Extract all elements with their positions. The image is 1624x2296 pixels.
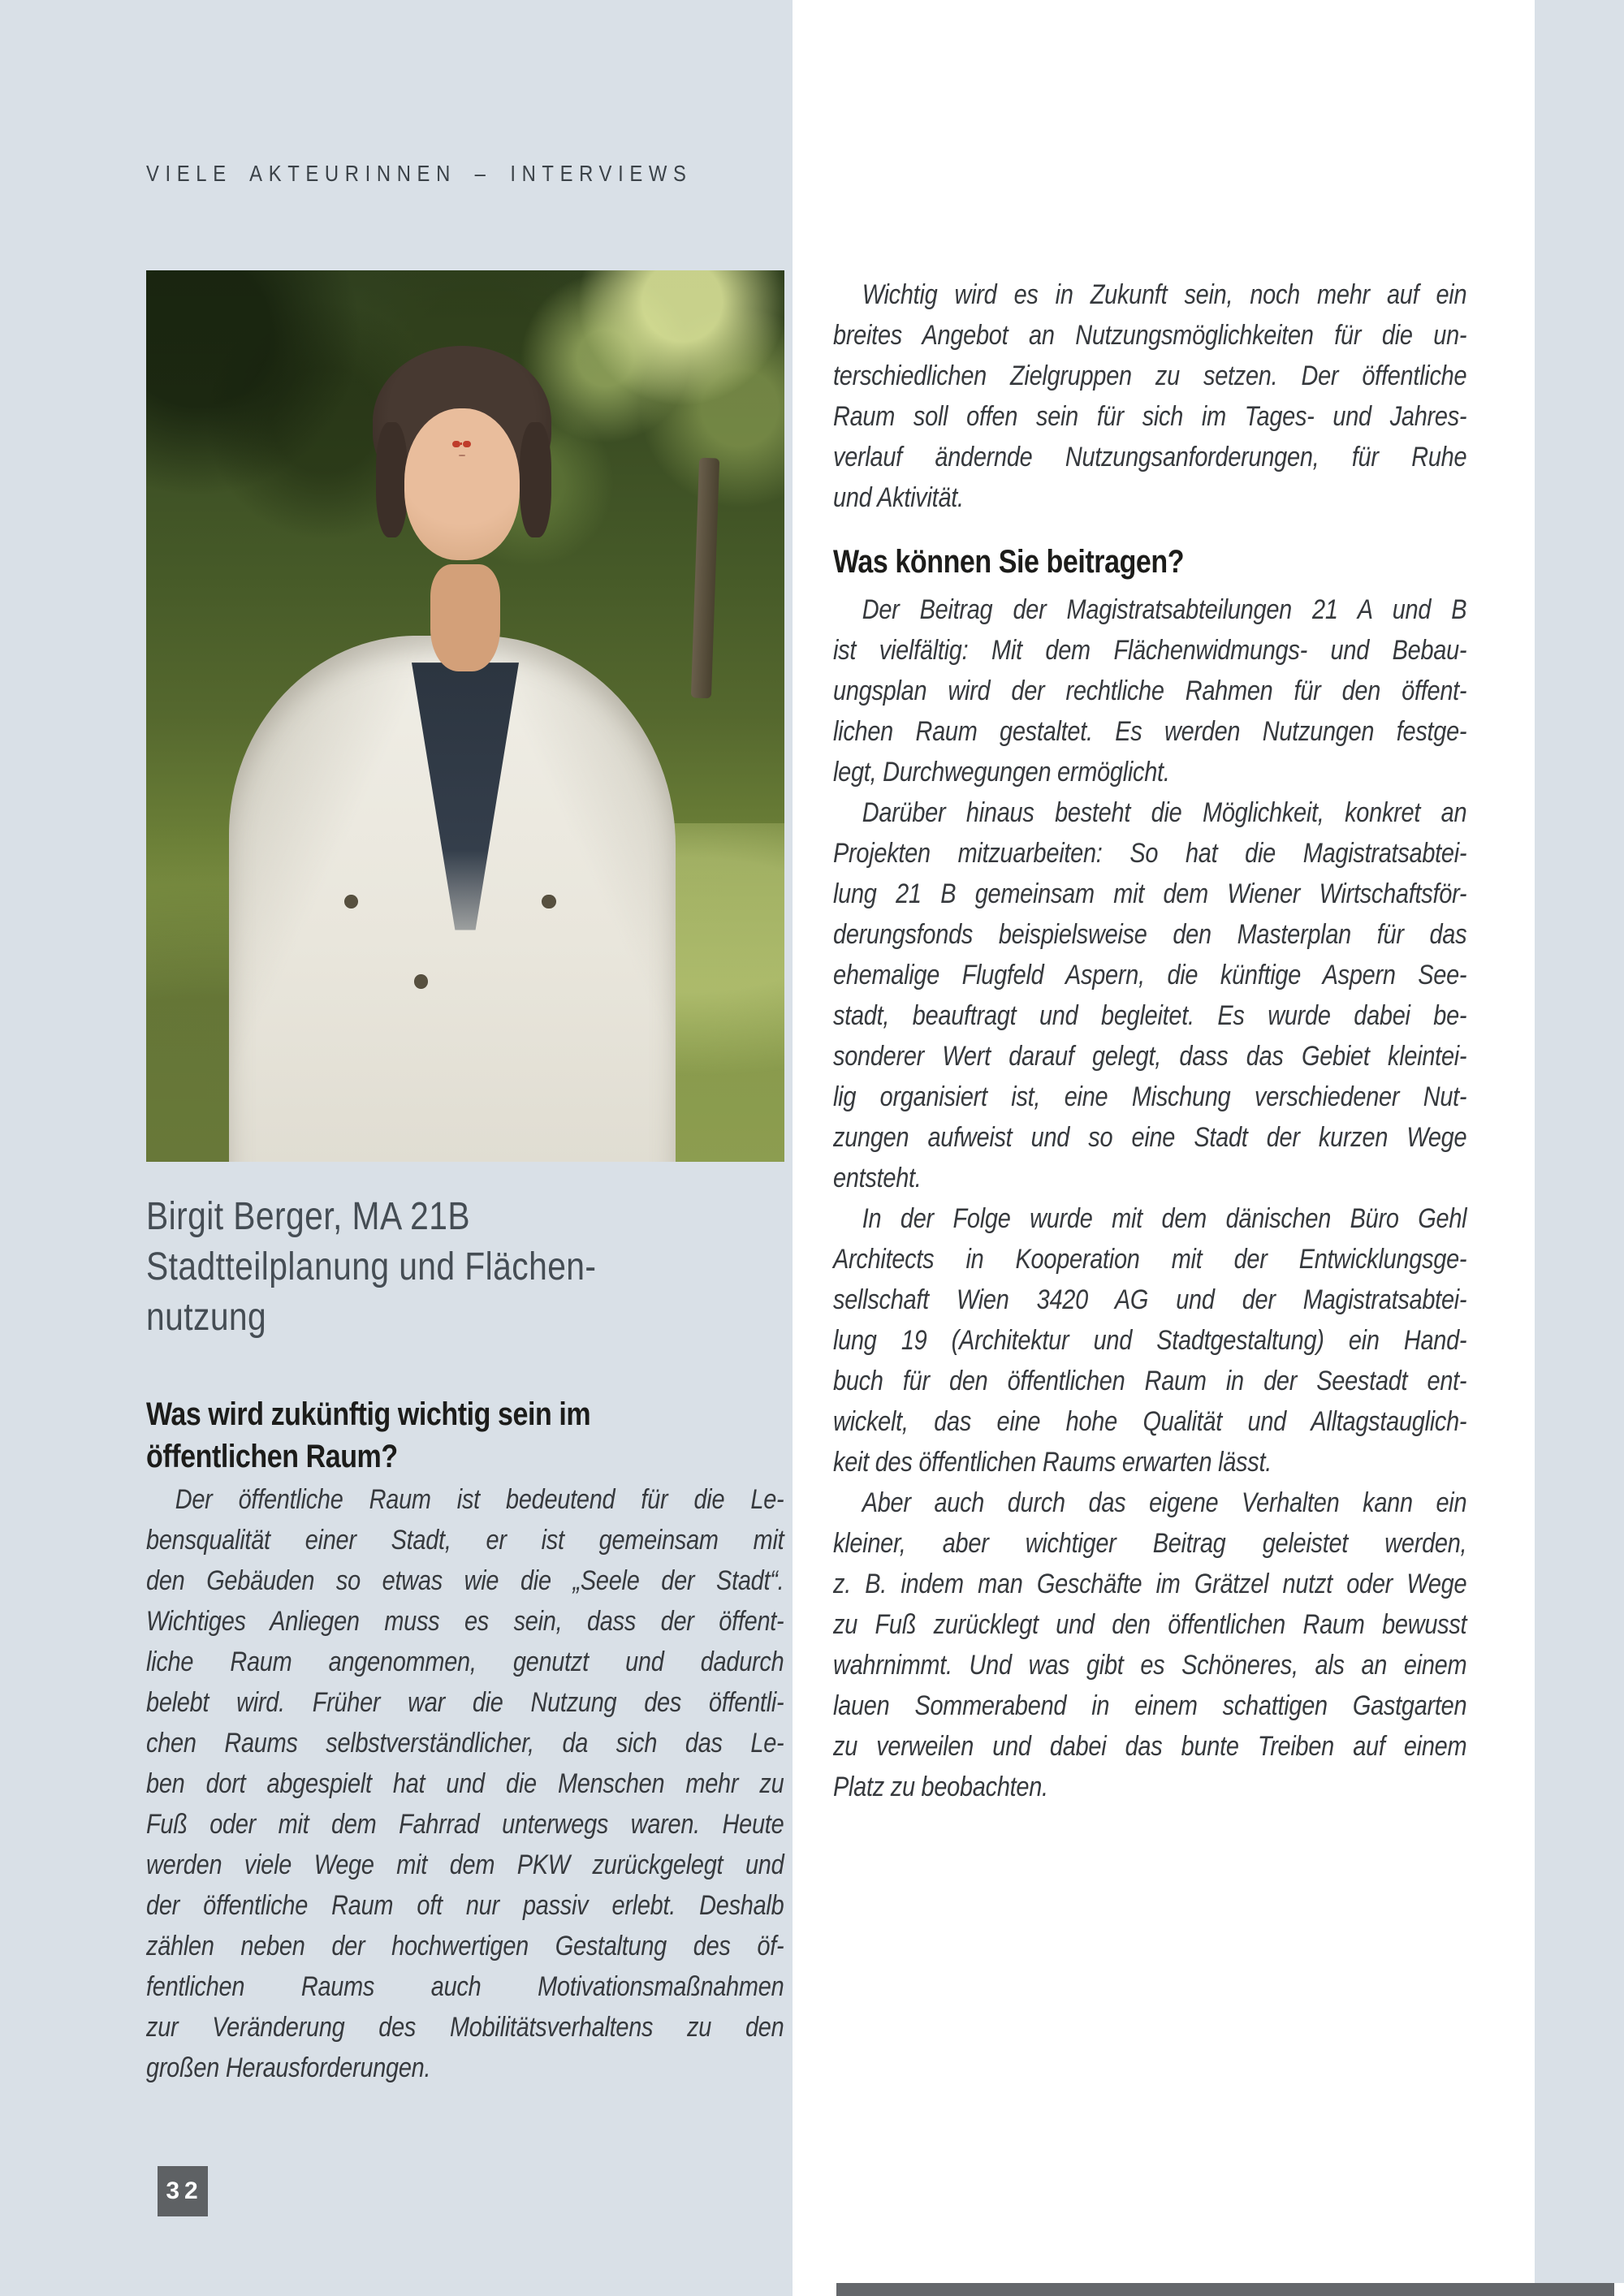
person-hair-left — [376, 422, 408, 538]
text-line: entsteht. — [833, 1163, 922, 1193]
answer-paragraph-4 — [833, 792, 1466, 1198]
text-line: lung 19 (Architektur und Stadtgestaltung) ein Hand- — [833, 1325, 1467, 1356]
text-line: ben dort abgespielt hat und die Menschen mehr zu — [146, 1768, 784, 1799]
answer-paragraph-2 — [833, 274, 1466, 518]
jacket-button — [542, 895, 555, 909]
text-line: fentlichen Raums auch Motivationsmaßnahmen — [146, 1971, 784, 2002]
text-line: zungen aufweist und so eine Stadt der kurzen Wege — [833, 1122, 1467, 1153]
text-line: Wichtig wird es in Zukunft sein, noch mehr auf ein — [862, 279, 1467, 310]
person-neck — [430, 564, 500, 671]
text-line: wahrnimmt. Und was gibt es Schöneres, als an einem — [833, 1650, 1467, 1681]
answer-paragraph-5 — [833, 1198, 1466, 1482]
person-hair-right — [520, 422, 551, 538]
text-line: Projekten mitzuarbeiten: So hat die Magistratsabtei- — [833, 838, 1467, 869]
right-column — [833, 274, 1466, 1807]
text-line: Der Beitrag der Magistratsabteilungen 21 A und B — [862, 594, 1467, 625]
text-line: sonderer Wert darauf gelegt, dass das Gebiet kleintei- — [833, 1041, 1467, 1072]
text-line: den Gebäuden so etwas wie die „Seele der Stadt“. — [146, 1565, 784, 1596]
text-line: nutzung — [146, 1296, 267, 1339]
jacket-button — [344, 895, 358, 909]
answer-paragraph-6 — [833, 1482, 1466, 1807]
glasses-lens-left — [452, 441, 460, 447]
text-line: zur Veränderung des Mobilitätsverhaltens zu den — [146, 2012, 784, 2043]
text-line: bensqualität einer Stadt, er ist gemeinsam mit — [146, 1525, 784, 1556]
text-line: Birgit Berger, MA 21B — [146, 1195, 470, 1238]
text-line: legt, Durchwegungen ermöglicht. — [833, 757, 1170, 788]
text-line: buch für den öffentlichen Raum in der Seestadt ent- — [833, 1366, 1467, 1396]
red-glasses — [452, 441, 471, 445]
text-line: großen Herausforderungen. — [146, 2052, 431, 2083]
page-number-badge: 32 — [158, 2166, 208, 2216]
text-line: terschiedlichen Zielgruppen zu setzen. Der öffentliche — [833, 360, 1467, 391]
text-line: lig organisiert ist, eine Mischung verschiedener Nut- — [833, 1081, 1467, 1112]
text-line: sellschaft Wien 3420 AG und der Magistratsabtei- — [833, 1284, 1467, 1315]
text-line: lung 21 B gemeinsam mit dem Wiener Wirtschaftsför- — [833, 878, 1467, 909]
right-background-band — [1535, 0, 1624, 2283]
text-line: lichen Raum gestaltet. Es werden Nutzungen festge- — [833, 716, 1467, 747]
answer-paragraph-1 — [146, 1479, 784, 2088]
text-line: wickelt, das eine hohe Qualität und Alltagstauglich- — [833, 1406, 1467, 1437]
portrait-photo — [146, 270, 784, 1162]
text-line: belebt wird. Früher war die Nutzung des öffentli- — [146, 1687, 784, 1718]
text-line: lauen Sommerabend in einem schattigen Gastgarten — [833, 1690, 1467, 1721]
text-line: öffentlichen Raum? — [146, 1439, 398, 1474]
running-header: VIELE AKTEURINNEN – INTERVIEWS — [146, 161, 693, 186]
text-line: In der Folge wurde mit dem dänischen Büro Gehl — [862, 1203, 1467, 1234]
text-line: ungsplan wird der rechtliche Rahmen für den öffent- — [833, 675, 1467, 706]
text-line: Darüber hinaus besteht die Möglichkeit, konkret an — [862, 797, 1467, 828]
text-line: chen Raums selbstverständlicher, da sich das Le- — [146, 1728, 784, 1759]
text-line: keit des öffentlichen Raums erwarten lässt. — [833, 1447, 1272, 1478]
text-line: ehemalige Flugfeld Aspern, die künftige Aspern See- — [833, 960, 1467, 990]
photo-caption — [146, 1192, 784, 1343]
text-line: Was wird zukünftig wichtig sein im — [146, 1396, 591, 1432]
text-line: Wichtiges Anliegen muss es sein, dass der öffent- — [146, 1606, 784, 1637]
text-line: Aber auch durch das eigene Verhalten kann ein — [862, 1487, 1467, 1518]
text-line: zählen neben der hochwertigen Gestaltung des öf- — [146, 1931, 784, 1962]
text-line: liche Raum angenommen, genutzt und dadurch — [146, 1646, 784, 1677]
text-line: der öffentliche Raum oft nur passiv erlebt. Deshalb — [146, 1890, 784, 1921]
footer-rule — [836, 2283, 1614, 2296]
text-line: z. B. indem man Geschäfte im Grätzel nutzt oder Wege — [833, 1569, 1467, 1599]
text-line: Fuß oder mit dem Fahrrad unterwegs waren. Heute — [146, 1809, 784, 1840]
left-column — [146, 1192, 784, 2088]
text-line: derungsfonds beispielsweise den Masterplan für das — [833, 919, 1467, 950]
text-line: Architects in Kooperation mit der Entwicklungsge- — [833, 1244, 1467, 1275]
person-face — [404, 408, 519, 560]
glasses-lens-right — [463, 441, 471, 447]
text-line: Platz zu beobachten. — [833, 1772, 1048, 1802]
text-line: Der öffentliche Raum ist bedeutend für die Le- — [175, 1484, 784, 1515]
text-line: ist vielfältig: Mit dem Flächenwidmungs- und Bebau- — [833, 635, 1467, 666]
text-line: werden viele Wege mit dem PKW zurückgelegt und — [146, 1849, 784, 1880]
text-line: zu verweilen und dabei das bunte Treiben auf einem — [833, 1731, 1467, 1762]
answer-paragraph-3 — [833, 589, 1466, 792]
text-line: kleiner, aber wichtiger Beitrag geleistet werden, — [833, 1528, 1467, 1559]
interview-question-2: Was können Sie beitragen? — [833, 544, 1185, 580]
text-line: und Aktivität. — [833, 482, 964, 513]
text-line: zu Fuß zurücklegt und den öffentlichen Raum bewusst — [833, 1609, 1467, 1640]
text-line: Raum soll offen sein für sich im Tages- und Jahres- — [833, 401, 1467, 432]
text-line: stadt, beauftragt und begleitet. Es wurde dabei be- — [833, 1000, 1467, 1031]
text-line: verlauf ändernde Nutzungsanforderungen, für Ruhe — [833, 442, 1467, 473]
text-line: Stadtteilplanung und Flächen- — [146, 1245, 597, 1288]
glasses-bridge — [460, 442, 462, 445]
interview-question-1 — [146, 1393, 784, 1478]
text-line: breites Angebot an Nutzungsmöglichkeiten für die un- — [833, 320, 1467, 351]
